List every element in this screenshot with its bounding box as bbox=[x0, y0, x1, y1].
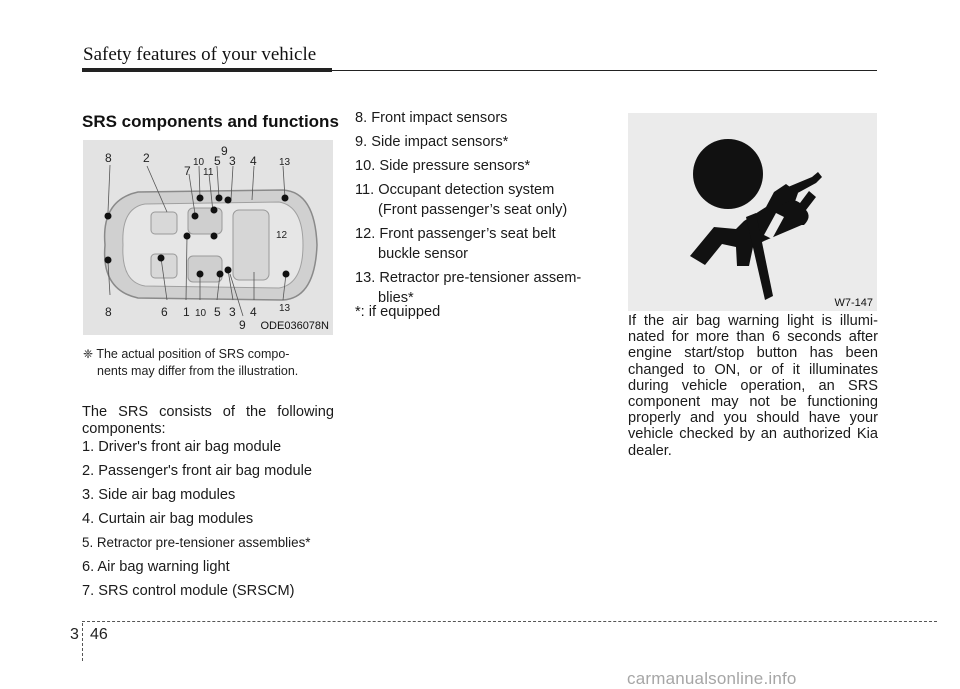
note-line: nents may differ from the illustration. bbox=[97, 364, 299, 378]
list-item: 2. Passenger's front air bag module bbox=[82, 463, 312, 479]
chapter-number: 3 bbox=[70, 626, 79, 643]
header-title: Safety features of your vehicle bbox=[83, 44, 317, 65]
list-item: 3. Side air bag modules bbox=[82, 487, 236, 503]
callout-label: 13 bbox=[279, 157, 291, 168]
callout-label: 1 bbox=[183, 305, 190, 319]
list-item bbox=[355, 224, 615, 264]
airbag-warning-light-icon bbox=[628, 113, 877, 311]
page-number: 46 bbox=[90, 626, 108, 643]
callout-label: 7 bbox=[184, 164, 191, 178]
figure-code: ODE036078N bbox=[260, 320, 329, 332]
callout-label: 4 bbox=[250, 154, 257, 168]
list-item-line: 10. Side pressure sensors* bbox=[355, 158, 531, 174]
footnote: *: if equipped bbox=[355, 304, 441, 320]
list-item-line: 12. Front passenger’s seat belt bbox=[355, 226, 556, 242]
header-rule bbox=[82, 70, 877, 71]
callout-label: 12 bbox=[276, 230, 288, 241]
footer-divider bbox=[82, 623, 83, 661]
list-item-line: 13. Retractor pre-tensioner assem- bbox=[355, 270, 582, 286]
list-item: 5. Retractor pre-tensioner assemblies* bbox=[82, 535, 311, 550]
airbag-warning-figure bbox=[628, 113, 877, 311]
callout-label: 10 bbox=[193, 157, 205, 168]
callout-label: 8 bbox=[105, 151, 112, 165]
list-item: 1. Driver's front air bag module bbox=[82, 439, 282, 455]
components-list-right bbox=[355, 108, 615, 312]
car-diagram bbox=[83, 140, 333, 335]
warning-paragraph: If the air bag warning light is illumi-nated for more than 6 seconds after engine start/stop button has been changed to ON, or of it illuminates during vehicle operation, an SRS component may not be functioning properly and you should have your vehicle checked by an authorized Kia dealer. bbox=[628, 313, 878, 459]
callout-label: 5 bbox=[214, 305, 221, 319]
callout-label: 3 bbox=[229, 154, 236, 168]
list-item-line: 11. Occupant detection system bbox=[355, 182, 555, 198]
list-item bbox=[355, 180, 615, 220]
list-item: 4. Curtain air bag modules bbox=[82, 511, 254, 527]
note-line: The actual position of SRS compo- bbox=[96, 347, 290, 361]
callout-label: 10 bbox=[195, 308, 207, 319]
list-item bbox=[355, 108, 615, 128]
callout-label: 3 bbox=[229, 305, 236, 319]
list-item-continuation: (Front passenger’s seat only) bbox=[378, 202, 568, 218]
components-list-left bbox=[82, 437, 342, 605]
watermark: carmanualsonline.info bbox=[627, 669, 797, 688]
callout-label: 9 bbox=[239, 318, 246, 332]
figure-code: W7-147 bbox=[834, 297, 873, 309]
callout-label: 13 bbox=[279, 303, 291, 314]
list-item: 6. Air bag warning light bbox=[82, 559, 230, 575]
section-title: SRS components and functions bbox=[82, 112, 339, 131]
callout-label: 9 bbox=[221, 144, 228, 158]
intro-paragraph: The SRS consists of the following components: bbox=[82, 404, 334, 437]
callout-label: 4 bbox=[250, 305, 257, 319]
callout-label: 5 bbox=[214, 154, 221, 168]
list-item-line: 8. Front impact sensors bbox=[355, 110, 508, 126]
list-item-line: 9. Side impact sensors* bbox=[355, 134, 509, 150]
srs-car-illustration bbox=[83, 140, 333, 335]
callout-label: 6 bbox=[161, 305, 168, 319]
list-item-continuation: buckle sensor bbox=[378, 246, 469, 262]
callout-label: 8 bbox=[105, 305, 112, 319]
list-item bbox=[355, 132, 615, 152]
callout-label: 11 bbox=[203, 167, 214, 178]
illustration-note bbox=[83, 346, 333, 380]
list-item: 7. SRS control module (SRSCM) bbox=[82, 583, 295, 599]
list-item-continuation: blies* bbox=[378, 290, 414, 306]
callout-label: 2 bbox=[143, 151, 150, 165]
note-symbol-icon: ❈ bbox=[83, 347, 94, 361]
footer-rule bbox=[82, 621, 937, 622]
list-item bbox=[355, 156, 615, 176]
